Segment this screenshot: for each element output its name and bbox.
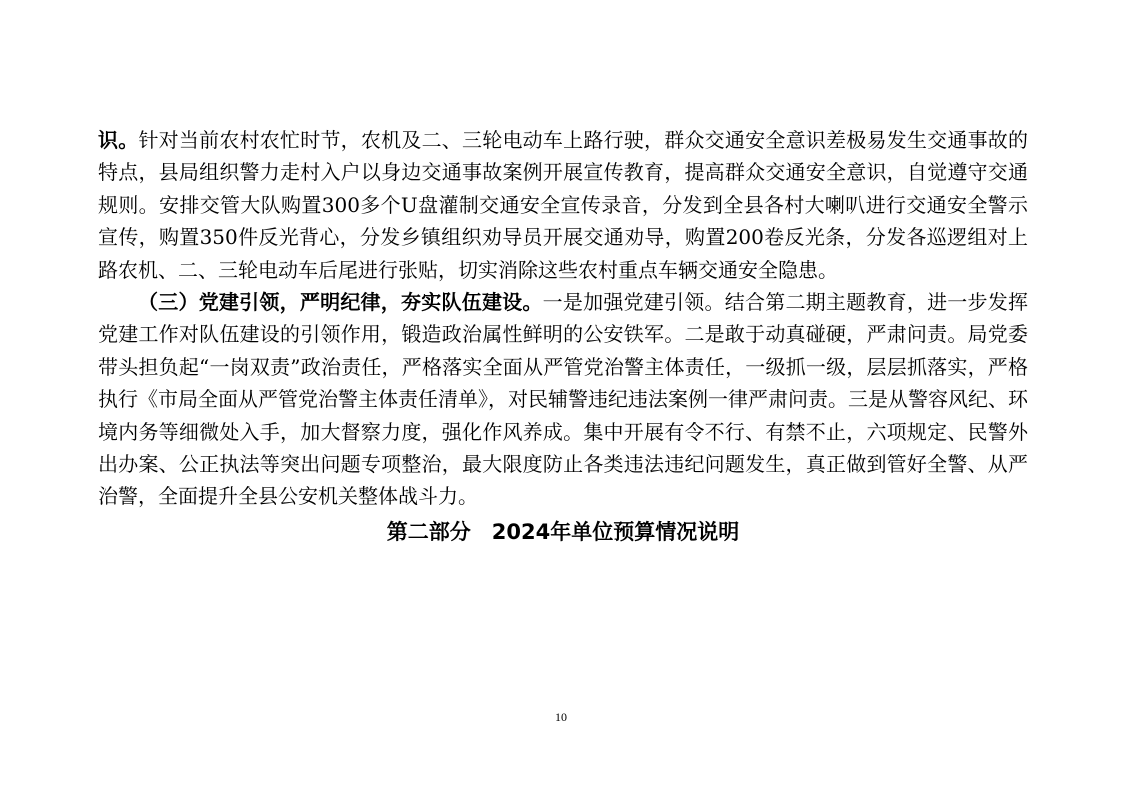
paragraph-traffic-safety <box>98 124 1028 286</box>
paragraph-lead: 识。 <box>98 128 139 152</box>
page-number: 10 <box>555 710 567 724</box>
paragraph-text: 针对当前农村农忙时节，农机及二、三轮电动车上路行驶，群众交通安全意识差极易发生交通事故的特点，县局组织警力走村入户以身边交通事故案例开展宣传教育，提高群众交通安全意识，自觉遵守交通规则。安排交管大队购置300多个U盘灌制交通安全宣传录音，分发到全县各村大喇叭进行交通安全警示宣传，购置350件反光背心，分发乡镇组织劝导员开展交通劝导，购置200卷反光条，分发各巡逻组对上路农机、二、三轮电动车后尾进行张贴，切实消除这些农村重点车辆交通安全隐患。 <box>98 128 1029 282</box>
paragraph-heading: （三）党建引领，严明纪律，夯实队伍建设。 <box>138 290 543 315</box>
paragraph-text: 一是加强党建引领。结合第二期主题教育，进一步发挥党建工作对队伍建设的引领作用，锻造政治属性鲜明的公安铁军。二是敢于动真碰硬，严肃问责。局党委带头担负起“一岗双责”政治责任，严格落实全面从严管党治警主体责任，一级抓一级，层层抓落实，严格执行《市局全面从严管党治警主体责任清单》，对民辅警违纪违法案例一律严肃问责。三是从警容风纪、环境内务等细微处入手，加大督察力度，强化作风养成。集中开展有令不行、有禁不止，六项规定、民警外出办案、公正执法等突出问题专项整治，最大限度防止各类违法违纪问题发生，真正做到管好全警、从严治警，全面提升全县公安机关整体战斗力。 <box>98 290 1029 509</box>
page-body <box>98 124 1028 550</box>
paragraph-party-building <box>98 286 1028 513</box>
section-title: 第二部分 2024年单位预算情况说明 <box>386 519 740 544</box>
